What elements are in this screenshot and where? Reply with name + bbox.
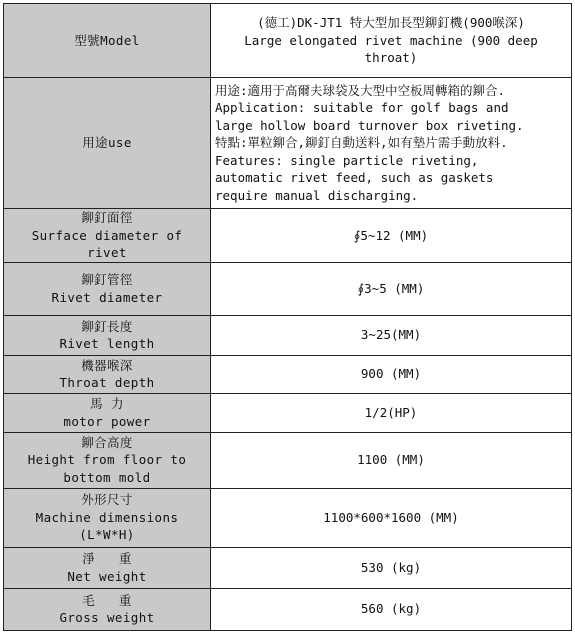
table-row-model xyxy=(4,4,572,78)
table-row-gross-weight xyxy=(4,588,572,630)
label-text: Machine dimensions xyxy=(35,509,179,525)
label-text: 機器喉深 xyxy=(81,357,133,373)
label-cell-motor-power xyxy=(4,393,211,432)
table-row-motor-power xyxy=(4,393,572,432)
label-text: 型號Model xyxy=(74,32,140,48)
table-row-mold-height xyxy=(4,432,572,488)
value-text: 3~25(MM) xyxy=(360,327,422,343)
label-text: Net weight xyxy=(67,568,147,584)
label-text: 外形尺寸 xyxy=(81,492,133,508)
label-cell-model xyxy=(4,4,211,78)
value-text: 1100 (MM) xyxy=(357,452,425,468)
label-text: 鉚合高度 xyxy=(81,434,133,450)
value-cell-model xyxy=(211,4,572,78)
value-cell-use xyxy=(211,78,572,209)
label-text: Throat depth xyxy=(59,375,155,390)
label-cell-throat-depth xyxy=(4,355,211,393)
value-cell-rivet-length xyxy=(211,315,572,355)
value-text: automatic rivet feed, such as gaskets xyxy=(215,170,494,186)
value-text: 560 (kg) xyxy=(360,601,422,617)
label-text: Surface diameter of xyxy=(31,227,183,243)
label-cell-mold-height xyxy=(4,432,211,488)
label-cell-net-weight xyxy=(4,547,211,588)
value-text: Large elongated rivet machine (900 deep xyxy=(244,32,538,48)
label-text: bottom mold xyxy=(63,469,151,485)
value-cell-net-weight xyxy=(211,547,572,588)
label-text: motor power xyxy=(63,413,151,429)
value-cell-surface-diameter xyxy=(211,209,572,263)
table-row-rivet-length xyxy=(4,315,572,355)
value-text: require manual discharging. xyxy=(215,187,419,203)
label-text: 淨 重 xyxy=(82,551,132,566)
label-text: Rivet diameter xyxy=(51,289,163,305)
value-text: 用途:適用于高爾夫球袋及大型中空板周轉箱的鉚合. xyxy=(215,82,506,98)
value-text: throat) xyxy=(364,50,418,66)
value-cell-mold-height xyxy=(211,432,572,488)
label-text: 馬 力 xyxy=(90,396,124,411)
label-text: 鉚釘管徑 xyxy=(81,272,133,287)
label-text: Gross weight xyxy=(59,610,155,625)
value-text: 900 (MM) xyxy=(360,366,422,382)
table-row-surface-diameter xyxy=(4,209,572,263)
label-text: 鉚釘面徑 xyxy=(81,210,133,225)
value-cell-rivet-diameter xyxy=(211,262,572,315)
label-text: 鉚釘長度 xyxy=(81,318,133,334)
value-text: ∮5~12 (MM) xyxy=(353,227,429,243)
value-text: ∮3~5 (MM) xyxy=(357,280,425,296)
label-text: 毛 重 xyxy=(82,592,132,608)
table-row-dimensions xyxy=(4,488,572,547)
spec-table xyxy=(3,3,572,631)
value-text: 1100*600*1600 (MM) xyxy=(323,509,459,525)
label-cell-rivet-length xyxy=(4,315,211,355)
value-text: Features: single particle riveting, xyxy=(215,152,479,168)
label-text: Height from floor to xyxy=(27,452,187,468)
value-cell-gross-weight xyxy=(211,588,572,630)
label-cell-use xyxy=(4,78,211,209)
value-text: large hollow board turnover box riveting. xyxy=(215,117,524,133)
label-cell-gross-weight xyxy=(4,588,211,630)
table-row-use xyxy=(4,78,572,209)
value-text: (德工)DK-JT1 特大型加長型鉚釘機(900喉深) xyxy=(257,15,525,31)
value-cell-dimensions xyxy=(211,488,572,547)
label-cell-rivet-diameter xyxy=(4,262,211,315)
value-text: Application: suitable for golf bags and xyxy=(215,100,509,116)
label-text: rivet xyxy=(87,245,127,260)
value-text: 特點:單粒鉚合,鉚釘自動送料,如有墊片需手動放料. xyxy=(215,135,508,151)
label-text: 用途use xyxy=(82,135,132,151)
value-text: 1/2(HP) xyxy=(364,404,418,420)
value-cell-motor-power xyxy=(211,393,572,432)
value-text: 530 (kg) xyxy=(360,559,422,575)
table-row-rivet-diameter xyxy=(4,262,572,315)
label-cell-dimensions xyxy=(4,488,211,547)
value-cell-throat-depth xyxy=(211,355,572,393)
label-text: (L*W*H) xyxy=(79,527,135,543)
label-cell-surface-diameter xyxy=(4,209,211,263)
table-row-net-weight xyxy=(4,547,572,588)
table-row-throat-depth xyxy=(4,355,572,393)
label-text: Rivet length xyxy=(59,336,155,351)
